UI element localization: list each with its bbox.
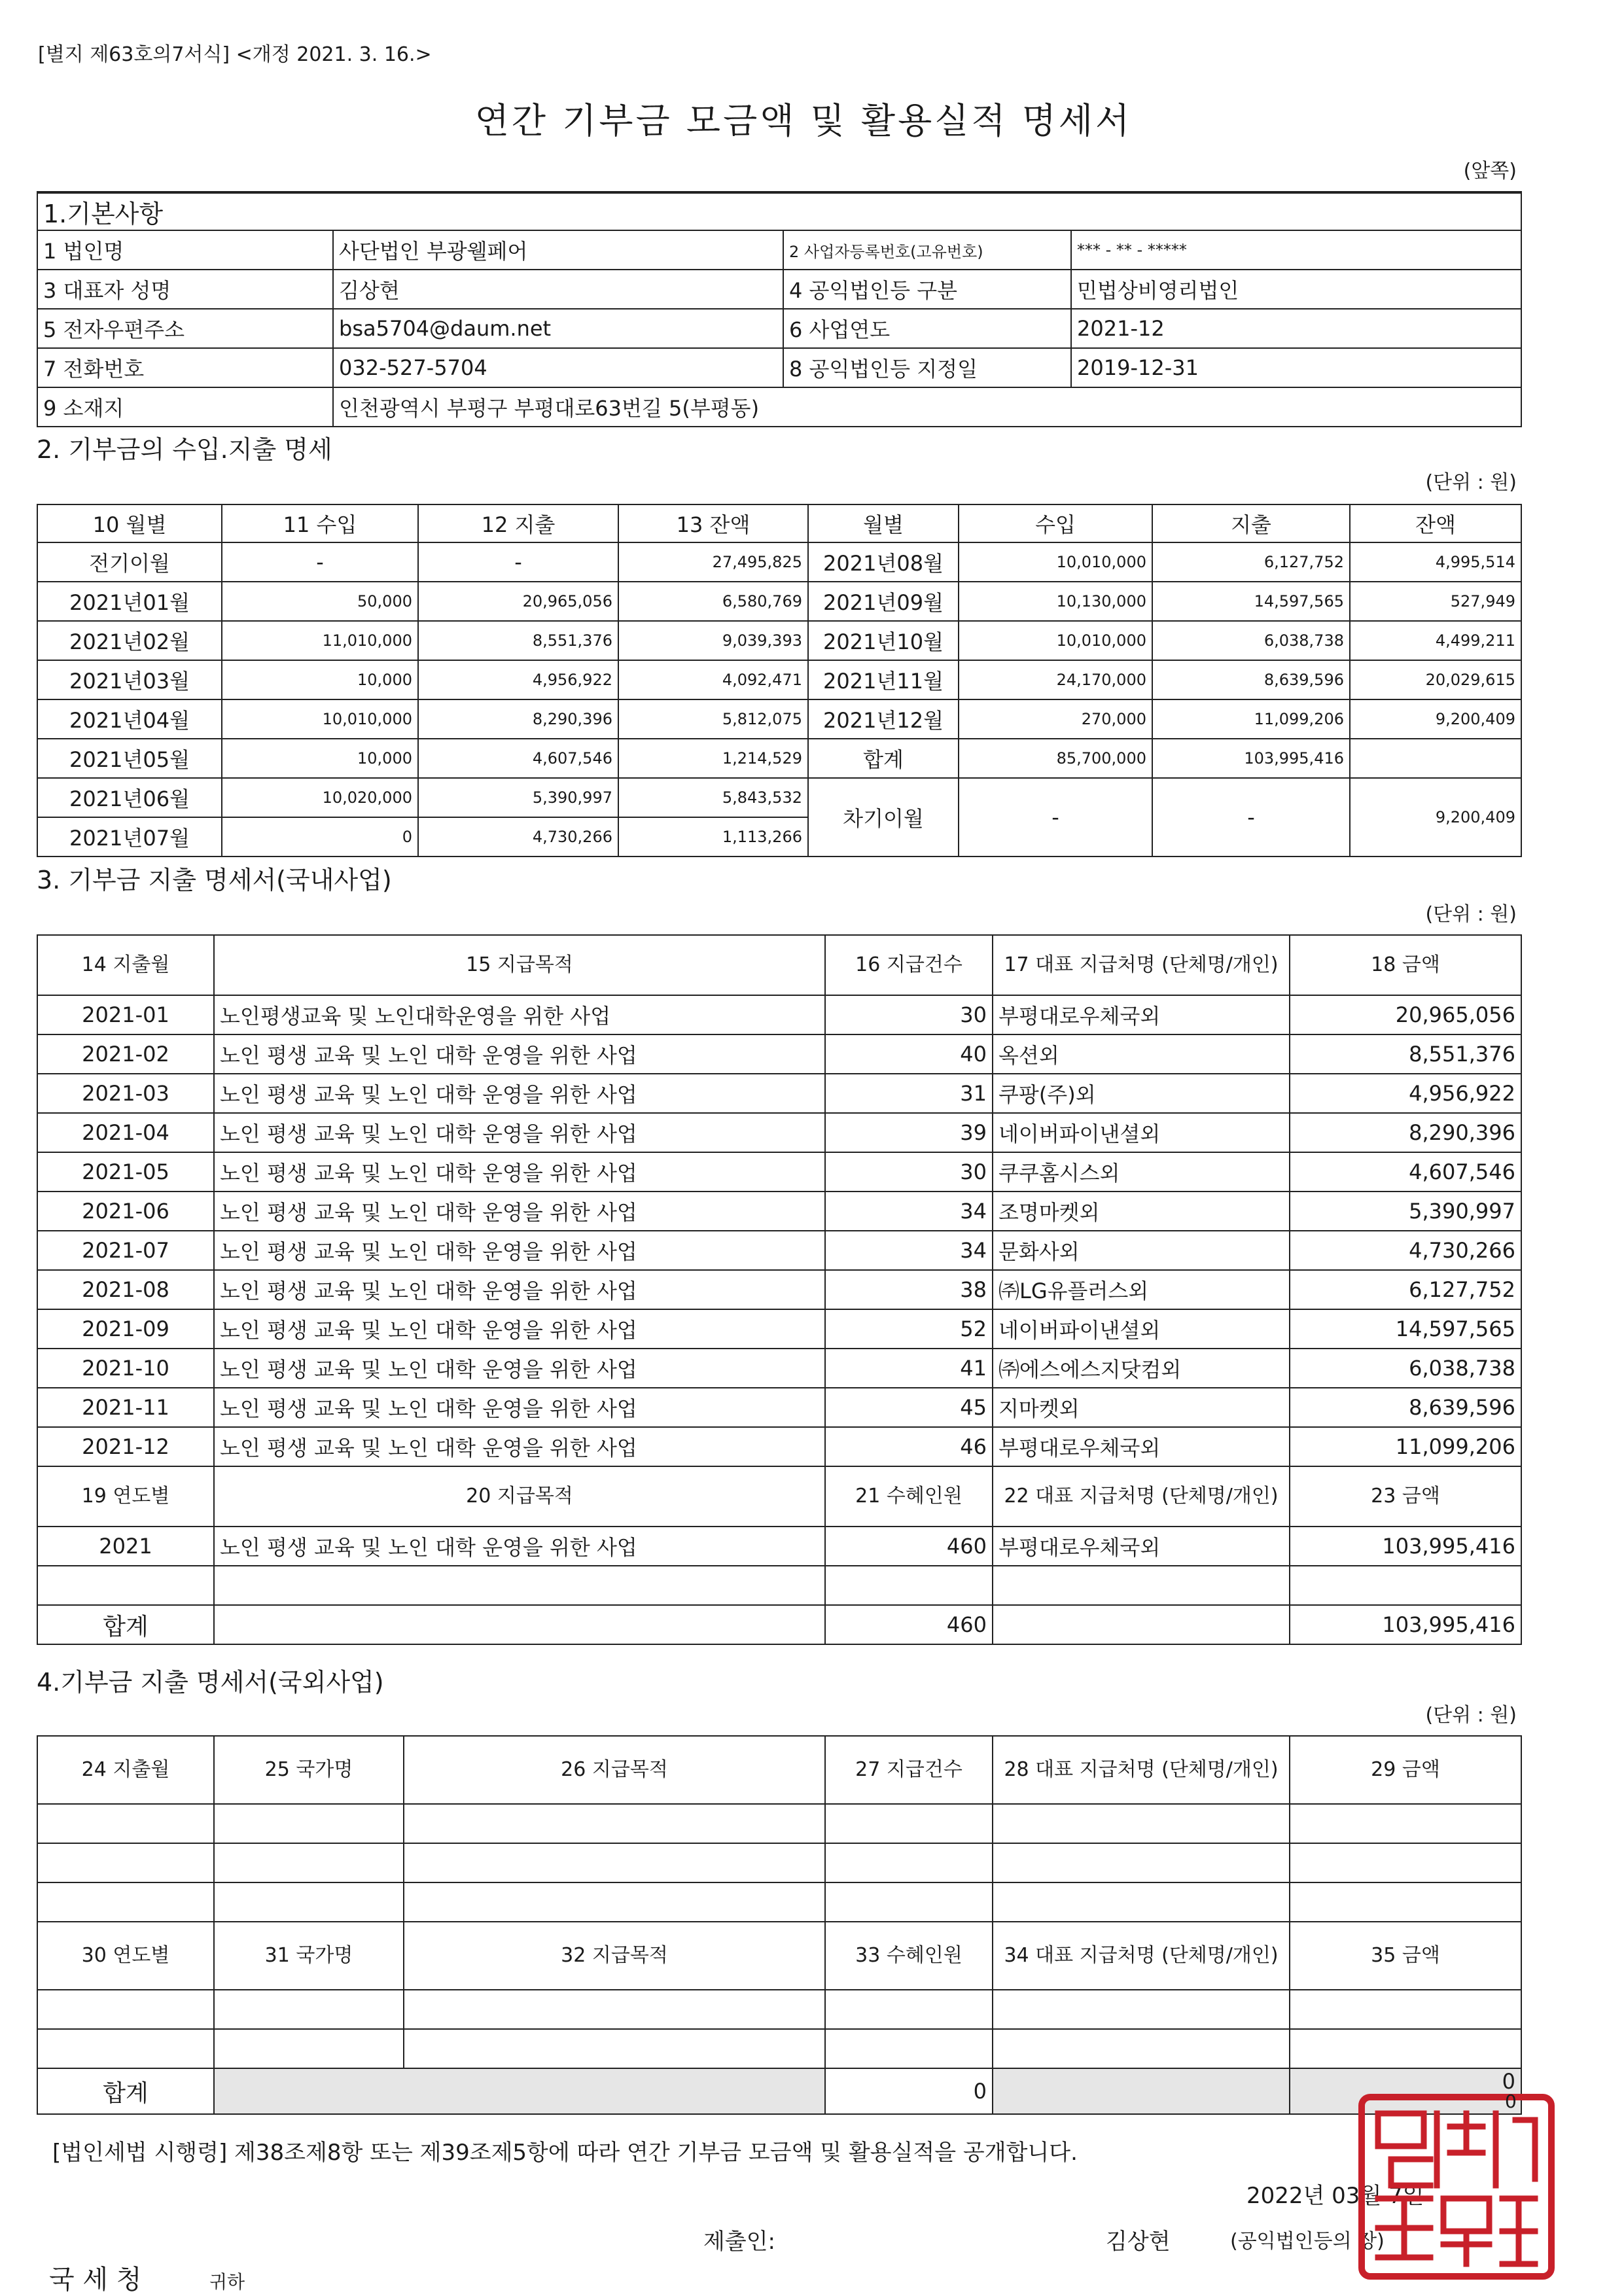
income-balance: 1,214,529: [618, 739, 808, 778]
blank-cell: [404, 1990, 825, 2029]
expense-month: 2021-04: [37, 1113, 214, 1152]
expense-amount: 8,290,396: [1290, 1113, 1521, 1152]
expense-row: [37, 1113, 1521, 1152]
income-row: [37, 739, 1521, 778]
official-seal-icon: [1358, 2094, 1555, 2280]
total-count: 460: [825, 1605, 993, 1644]
expense-row: [37, 1192, 1521, 1231]
income-in: 11,010,000: [222, 621, 418, 660]
column-header: 35 금액: [1290, 1922, 1521, 1990]
basic-value: 사단법인 부광웰페어: [333, 230, 783, 270]
blank-cell: [37, 1566, 214, 1605]
blank-cell: [404, 1882, 825, 1922]
expense-count: 46: [825, 1427, 993, 1466]
income-row: [37, 778, 1521, 817]
income-row: [37, 582, 1521, 621]
expense-count: 40: [825, 1034, 993, 1074]
income-month: 2021년07월: [37, 817, 222, 857]
expense-purpose: 노인 평생 교육 및 노인 대학 운영을 위한 사업: [214, 1152, 825, 1192]
income-header-cell: 지출: [1152, 504, 1350, 542]
income-header-cell: 13 잔액: [618, 504, 808, 542]
column-header: 34 대표 지급처명 (단체명/개인): [993, 1922, 1290, 1990]
income-in: 10,000: [222, 739, 418, 778]
blank-cell: [993, 1566, 1290, 1605]
basic-value: *** - ** - *****: [1071, 230, 1521, 270]
expense-count: 30: [825, 1152, 993, 1192]
income-month: 2021년04월: [37, 699, 222, 739]
expense-month: 2021-08: [37, 1270, 214, 1309]
blank-cell: [214, 1990, 404, 2029]
income-balance: 27,495,825: [618, 542, 808, 582]
expense-month: 2021-12: [37, 1427, 214, 1466]
expense-count: 30: [825, 995, 993, 1034]
expense-count: 34: [825, 1192, 993, 1231]
income-carry-label: 차기이월: [808, 778, 959, 857]
expense-month: 2021-11: [37, 1388, 214, 1427]
year-count: 460: [825, 1527, 993, 1566]
expense-amount: 14,597,565: [1290, 1309, 1521, 1349]
year-payee: 부평대로우체국외: [993, 1527, 1290, 1566]
column-header: 19 연도별: [37, 1466, 214, 1527]
expense-row: [37, 1034, 1521, 1074]
expense-month: 2021-07: [37, 1231, 214, 1270]
form-tag: [별지 제63호의7서식] <개정 2021. 3. 16.>: [38, 43, 432, 66]
column-header: 27 지급건수: [825, 1736, 993, 1804]
blank-cell: [37, 1882, 214, 1922]
domestic-table: [37, 934, 1522, 1645]
income-header-cell: 12 지출: [418, 504, 618, 542]
blank-cell: [214, 1566, 825, 1605]
income-header-cell: 11 수입: [222, 504, 418, 542]
column-header: 31 국가명: [214, 1922, 404, 1990]
income-out: 6,127,752: [1152, 542, 1350, 582]
income-carry-balance: 9,200,409: [1350, 778, 1521, 857]
income-in: 50,000: [222, 582, 418, 621]
income-out: 11,099,206: [1152, 699, 1350, 739]
blank-cell: [404, 1843, 825, 1882]
income-balance: 527,949: [1350, 582, 1521, 621]
column-header: 17 대표 지급처명 (단체명/개인): [993, 935, 1290, 995]
recipient-office: 국 세 청: [49, 2265, 142, 2295]
expense-count: 34: [825, 1231, 993, 1270]
section-3-unit: (단위 : 원): [1425, 903, 1517, 926]
basic-row: [37, 309, 1521, 348]
total-label: 합계: [37, 1605, 214, 1644]
blank-row: [37, 1843, 1521, 1882]
expense-purpose: 노인 평생 교육 및 노인 대학 운영을 위한 사업: [214, 1270, 825, 1309]
expense-payee: 쿠쿠홈시스외: [993, 1152, 1290, 1192]
expense-month: 2021-09: [37, 1309, 214, 1349]
blank-cell: [825, 1843, 993, 1882]
submitter-name: 김상현: [1106, 2229, 1171, 2255]
document-title: 연간 기부금 모금액 및 활용실적 명세서: [474, 100, 1133, 141]
section-4-unit: (단위 : 원): [1425, 1704, 1517, 1727]
income-balance: 9,039,393: [618, 621, 808, 660]
expense-payee: 부평대로우체국외: [993, 995, 1290, 1034]
year-purpose: 노인 평생 교육 및 노인 대학 운영을 위한 사업: [214, 1527, 825, 1566]
blank-cell: [37, 1804, 214, 1843]
column-header: 23 금액: [1290, 1466, 1521, 1527]
blank-cell: [1290, 1843, 1521, 1882]
column-header: 15 지급목적: [214, 935, 825, 995]
income-out: 14,597,565: [1152, 582, 1350, 621]
year-cell: 2021: [37, 1527, 214, 1566]
expense-row: [37, 995, 1521, 1034]
addr-label: 9 소재지: [37, 387, 333, 427]
expense-count: 39: [825, 1113, 993, 1152]
expense-purpose: 노인 평생 교육 및 노인 대학 운영을 위한 사업: [214, 1349, 825, 1388]
blank-cell: [214, 2068, 825, 2114]
total-amount: 103,995,416: [1290, 1605, 1521, 1644]
basic-value: bsa5704@daum.net: [333, 309, 783, 348]
expense-row: [37, 1074, 1521, 1113]
basic-value: 2021-12: [1071, 309, 1521, 348]
expense-payee: 네이버파이낸셜외: [993, 1113, 1290, 1152]
blank-cell: [825, 1882, 993, 1922]
section-1-title: 1.기본사항: [37, 192, 1521, 230]
income-in: 10,010,000: [959, 621, 1152, 660]
income-out: 4,730,266: [418, 817, 618, 857]
expense-count: 38: [825, 1270, 993, 1309]
expense-row: [37, 1349, 1521, 1388]
income-in: 10,020,000: [222, 778, 418, 817]
basic-label: 4 공익법인등 구분: [783, 270, 1071, 309]
expense-payee: 지마켓외: [993, 1388, 1290, 1427]
blank-row: [37, 1804, 1521, 1843]
blank-cell: [214, 2029, 404, 2068]
income-out: 4,956,922: [418, 660, 618, 699]
income-balance: 5,843,532: [618, 778, 808, 817]
income-header-cell: 월별: [808, 504, 959, 542]
expense-payee: 쿠팡(주)외: [993, 1074, 1290, 1113]
basic-label: 1 법인명: [37, 230, 333, 270]
expense-purpose: 노인평생교육 및 노인대학운영을 위한 사업: [214, 995, 825, 1034]
expense-month: 2021-05: [37, 1152, 214, 1192]
income-in: 85,700,000: [959, 739, 1152, 778]
blank-cell: [37, 1843, 214, 1882]
income-in: 10,000: [222, 660, 418, 699]
income-in: 10,010,000: [222, 699, 418, 739]
income-out: 5,390,997: [418, 778, 618, 817]
expense-payee: ㈜LG유플러스외: [993, 1270, 1290, 1309]
column-header: 25 국가명: [214, 1736, 404, 1804]
income-month: 2021년12월: [808, 699, 959, 739]
blank-row: [37, 1990, 1521, 2029]
section-4-title: 4.기부금 지출 명세서(국외사업): [37, 1668, 384, 1697]
blank-cell: [1290, 2029, 1521, 2068]
expense-amount: 8,639,596: [1290, 1388, 1521, 1427]
basic-row: [37, 270, 1521, 309]
blank-row: [37, 1882, 1521, 1922]
income-balance: [1350, 739, 1521, 778]
blank-cell: [1290, 1566, 1521, 1605]
blank-cell: [214, 1804, 404, 1843]
income-out: 6,038,738: [1152, 621, 1350, 660]
expense-row: [37, 1388, 1521, 1427]
income-out: 8,639,596: [1152, 660, 1350, 699]
blank-cell: [993, 1990, 1290, 2029]
blank-cell: [825, 2029, 993, 2068]
income-header-cell: 10 월별: [37, 504, 222, 542]
submitter-role: (공익법인등의 장): [1230, 2230, 1385, 2253]
blank-cell: [1290, 1990, 1521, 2029]
income-balance: 4,499,211: [1350, 621, 1521, 660]
expense-month: 2021-03: [37, 1074, 214, 1113]
column-header: 16 지급건수: [825, 935, 993, 995]
column-header: 14 지출월: [37, 935, 214, 995]
expense-amount: 8,551,376: [1290, 1034, 1521, 1074]
blank-cell: [825, 1990, 993, 2029]
expense-amount: 11,099,206: [1290, 1427, 1521, 1466]
basic-label: 6 사업연도: [783, 309, 1071, 348]
expense-amount: 20,965,056: [1290, 995, 1521, 1034]
blank-cell: [404, 2029, 825, 2068]
expense-month: 2021-06: [37, 1192, 214, 1231]
blank-cell: [993, 1882, 1290, 1922]
column-header: 29 금액: [1290, 1736, 1521, 1804]
income-table: [37, 504, 1522, 857]
section-3-title: 3. 기부금 지출 명세서(국내사업): [37, 866, 392, 894]
column-header: 26 지급목적: [404, 1736, 825, 1804]
income-out: 8,551,376: [418, 621, 618, 660]
income-month: 전기이월: [37, 542, 222, 582]
column-header: 20 지급목적: [214, 1466, 825, 1527]
income-in: 10,130,000: [959, 582, 1152, 621]
expense-row: [37, 1152, 1521, 1192]
blank-cell: [214, 1882, 404, 1922]
income-balance: 20,029,615: [1350, 660, 1521, 699]
income-in: 270,000: [959, 699, 1152, 739]
expense-count: 31: [825, 1074, 993, 1113]
expense-count: 52: [825, 1309, 993, 1349]
basic-row: [37, 348, 1521, 387]
basic-value: 김상현: [333, 270, 783, 309]
column-header: 24 지출월: [37, 1736, 214, 1804]
expense-count: 41: [825, 1349, 993, 1388]
basic-label: 7 전화번호: [37, 348, 333, 387]
overseas-total-amount: 0: [1290, 2068, 1521, 2114]
column-header: 18 금액: [1290, 935, 1521, 995]
expense-amount: 6,127,752: [1290, 1270, 1521, 1309]
income-balance: 4,995,514: [1350, 542, 1521, 582]
blank-cell: [993, 2029, 1290, 2068]
section-2-title: 2. 기부금의 수입.지출 명세: [37, 435, 332, 464]
expense-month: 2021-02: [37, 1034, 214, 1074]
income-out: 8,290,396: [418, 699, 618, 739]
expense-payee: 문화사외: [993, 1231, 1290, 1270]
overseas-table: [37, 1735, 1522, 2115]
overseas-total-label: 합계: [37, 2068, 214, 2114]
column-header: 33 수혜인원: [825, 1922, 993, 1990]
expense-purpose: 노인 평생 교육 및 노인 대학 운영을 위한 사업: [214, 1388, 825, 1427]
overseas-total-amount-overflow: 0: [1505, 2091, 1517, 2112]
expense-amount: 5,390,997: [1290, 1192, 1521, 1231]
column-header: 32 지급목적: [404, 1922, 825, 1990]
section-2-unit: (단위 : 원): [1425, 471, 1517, 494]
blank-cell: [825, 1566, 993, 1605]
basic-label: 8 공익법인등 지정일: [783, 348, 1071, 387]
addr-value: 인천광역시 부평구 부평대로63번길 5(부평동): [333, 387, 1521, 427]
basic-row: [37, 230, 1521, 270]
submitter-label: 제출인:: [703, 2229, 775, 2255]
income-header-cell: 수입: [959, 504, 1152, 542]
income-in: -: [222, 542, 418, 582]
blank-cell: [993, 2068, 1290, 2114]
expense-month: 2021-01: [37, 995, 214, 1034]
legal-notice: [법인세법 시행령] 제38조제8항 또는 제39조제5항에 따라 연간 기부금 모금액 및 활용실적을 공개합니다.: [52, 2140, 1078, 2166]
expense-payee: ㈜에스에스지닷컴외: [993, 1349, 1290, 1388]
income-balance: 5,812,075: [618, 699, 808, 739]
income-header-cell: 잔액: [1350, 504, 1521, 542]
expense-row: [37, 1270, 1521, 1309]
expense-payee: 옥션외: [993, 1034, 1290, 1074]
income-row: [37, 660, 1521, 699]
income-out: 4,607,546: [418, 739, 618, 778]
basic-label: 3 대표자 성명: [37, 270, 333, 309]
income-in: 24,170,000: [959, 660, 1152, 699]
blank-cell: [1290, 1804, 1521, 1843]
column-header: 22 대표 지급처명 (단체명/개인): [993, 1466, 1290, 1527]
expense-row: [37, 1309, 1521, 1349]
income-balance: 1,113,266: [618, 817, 808, 857]
blank-cell: [214, 1843, 404, 1882]
income-month: 2021년05월: [37, 739, 222, 778]
blank-cell: [993, 1605, 1290, 1644]
expense-amount: 4,956,922: [1290, 1074, 1521, 1113]
blank-cell: [214, 1605, 825, 1644]
income-balance: 9,200,409: [1350, 699, 1521, 739]
expense-amount: 4,730,266: [1290, 1231, 1521, 1270]
expense-payee: 네이버파이낸셜외: [993, 1309, 1290, 1349]
expense-purpose: 노인 평생 교육 및 노인 대학 운영을 위한 사업: [214, 1427, 825, 1466]
income-row: [37, 621, 1521, 660]
basic-label: 2 사업자등록번호(고유번호): [783, 230, 1071, 270]
column-header: 28 대표 지급처명 (단체명/개인): [993, 1736, 1290, 1804]
column-header: 30 연도별: [37, 1922, 214, 1990]
blank-cell: [993, 1804, 1290, 1843]
income-row: [37, 542, 1521, 582]
income-month: 2021년03월: [37, 660, 222, 699]
income-month: 2021년02월: [37, 621, 222, 660]
year-amount: 103,995,416: [1290, 1527, 1521, 1566]
expense-payee: 조명마켓외: [993, 1192, 1290, 1231]
income-out: 103,995,416: [1152, 739, 1350, 778]
expense-amount: 6,038,738: [1290, 1349, 1521, 1388]
blank-cell: [37, 2029, 214, 2068]
expense-purpose: 노인 평생 교육 및 노인 대학 운영을 위한 사업: [214, 1192, 825, 1231]
expense-purpose: 노인 평생 교육 및 노인 대학 운영을 위한 사업: [214, 1309, 825, 1349]
income-in: 0: [222, 817, 418, 857]
expense-month: 2021-10: [37, 1349, 214, 1388]
income-out: 20,965,056: [418, 582, 618, 621]
income-month: 2021년01월: [37, 582, 222, 621]
income-balance: 4,092,471: [618, 660, 808, 699]
basic-value: 민법상비영리법인: [1071, 270, 1521, 309]
page-side-note: (앞쪽): [1463, 160, 1517, 183]
expense-purpose: 노인 평생 교육 및 노인 대학 운영을 위한 사업: [214, 1034, 825, 1074]
blank-cell: [993, 1843, 1290, 1882]
income-in: 10,010,000: [959, 542, 1152, 582]
expense-count: 45: [825, 1388, 993, 1427]
income-carry-in: -: [959, 778, 1152, 857]
expense-purpose: 노인 평생 교육 및 노인 대학 운영을 위한 사업: [214, 1231, 825, 1270]
expense-purpose: 노인 평생 교육 및 노인 대학 운영을 위한 사업: [214, 1113, 825, 1152]
expense-row: [37, 1231, 1521, 1270]
income-balance: 6,580,769: [618, 582, 808, 621]
income-month: 2021년08월: [808, 542, 959, 582]
income-carry-out: -: [1152, 778, 1350, 857]
income-out: -: [418, 542, 618, 582]
blank-cell: [1290, 1882, 1521, 1922]
recipient-suffix: 귀하: [209, 2271, 245, 2293]
basic-value: 032-527-5704: [333, 348, 783, 387]
income-month: 2021년06월: [37, 778, 222, 817]
blank-row: [37, 2029, 1521, 2068]
income-month: 2021년10월: [808, 621, 959, 660]
basic-info-table: [37, 191, 1522, 427]
income-row: [37, 699, 1521, 739]
blank-cell: [404, 1804, 825, 1843]
income-month: 2021년09월: [808, 582, 959, 621]
income-total-label: 합계: [808, 739, 959, 778]
basic-label: 5 전자우편주소: [37, 309, 333, 348]
expense-amount: 4,607,546: [1290, 1152, 1521, 1192]
expense-payee: 부평대로우체국외: [993, 1427, 1290, 1466]
expense-purpose: 노인 평생 교육 및 노인 대학 운영을 위한 사업: [214, 1074, 825, 1113]
basic-value: 2019-12-31: [1071, 348, 1521, 387]
overseas-total-count: 0: [825, 2068, 993, 2114]
blank-cell: [37, 1990, 214, 2029]
expense-row: [37, 1427, 1521, 1466]
submission-date: 2022년 03월 7일: [1246, 2183, 1424, 2209]
column-header: 21 수혜인원: [825, 1466, 993, 1527]
income-month: 2021년11월: [808, 660, 959, 699]
blank-cell: [825, 1804, 993, 1843]
